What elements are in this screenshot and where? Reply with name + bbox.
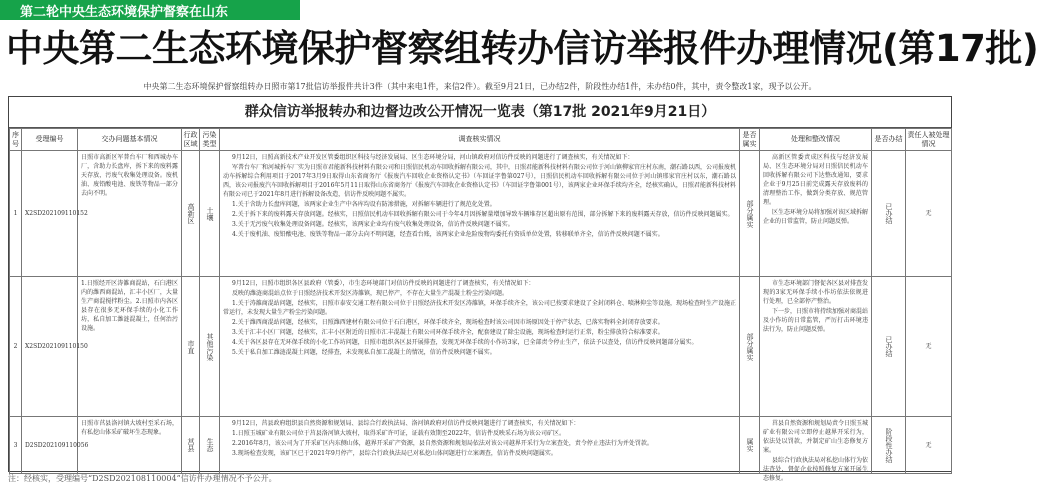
- cell-district: [182, 277, 200, 417]
- cell-accountability: 无: [906, 417, 952, 474]
- investigation-paragraph: 2.关于潍西商混站问题，经核实，日照潍西建材有限公司位于石臼港区，环保手续齐全，现场检查时该公司因市场原因处于停产状态，已落实物料全封闭存放要求。: [232, 319, 664, 326]
- cell-verified: [740, 417, 760, 474]
- investigation-paragraph: 9月12日，莒县政府组织县自然资源和规划局、县综合行政执法局、洛河镇政府对信访件反映问题进行了调查核实，有关情况如下：: [232, 420, 580, 427]
- cell-closed-text: 已办结: [885, 203, 893, 224]
- cell-district-text: 莒县: [187, 438, 195, 452]
- column-banner-text: 第二轮中央生态环境保护督察在山东: [20, 5, 229, 20]
- column-banner: [0, 0, 300, 20]
- header-no: 序号: [10, 129, 22, 151]
- header-id: 受理编号: [22, 129, 78, 151]
- headline: 中央第二生态环境保护督察组转办信访举报件办理情况(第17批): [6, 27, 1038, 70]
- handling-paragraph: 下一步，日照市将持续加强对商混站及小作坊的日常监管，严厉打击环境违法行为，防止问题反弹。: [763, 308, 869, 333]
- handling-paragraph: 莒县自然资源和规划局责令日照玉城矿业有限公司立即停止越界开采行为，依法处以罚款，并制定矿山生态修复方案。: [763, 420, 869, 454]
- cell-verified-text: 部分属实: [746, 199, 754, 228]
- investigation-paragraph: 3.关于汇丰小区厂问题，经核实，汇丰小区附近的日照市汇丰混凝土有限公司环保手续齐全，配套建设了除尘设施，现场检查时运行正常，粉尘排放符合标准要求。: [232, 329, 664, 336]
- footnote: 注：经核实，受理编号“D2SD202108110004”信访件办理情况不予公开。: [8, 474, 277, 483]
- cell-district-text: 高新区: [187, 203, 195, 224]
- handling-paragraph: 高新区管委责成区科技与经济发展局、区生态环境分局对日照信民机动车回收拆解有限公司下达整改通知，要求企业于9月25日前完成露天存放废料的清理整治工作，做到分类存放、规范管理。: [763, 154, 868, 206]
- cell-accountability: 无: [906, 277, 952, 417]
- investigation-paragraph: 5.关于私自加工潍涟混凝土问题，经排查，未发现私自加工混凝土的情况，信访件反映问题不属实。: [232, 349, 496, 356]
- cell-no: 1: [10, 151, 22, 277]
- cell-verified-text: 部分属实: [746, 332, 754, 361]
- cell-type-text: 生态: [206, 438, 214, 452]
- cell-type: [200, 417, 220, 474]
- cell-investigation: [220, 277, 740, 417]
- cell-type-text: 其他污染: [206, 332, 214, 361]
- investigation-paragraph: 军普台车厂和河城拆车厂实为日照市君能新科技材料有限公司和日照信民机动车回收拆解有限公司，其中，日照君能新科技材料有限公司位于河山镇柳家官庄村东南，潮石路以西，公司报废机动车拆解综合利用项目于2017年3月9日取得山东省商务厅《报废汽车回收企业资格认定书》（车回证字鲁第027号），日照信民机动车回收拆解有限公司位于河山镇邢家官庄村以东，潮石路以西，该公司报废汽车回收拆解项目于2016年5月11日取得山东省商务厅《报废汽车回收企业资格认定书》（车回证字鲁第001号），该两家企业环保手续均齐全，经核实确认，日照君能新科技材料有限公司已于2021年8月进行拆解设备改造，信访件反映问题不属实。: [223, 164, 737, 198]
- investigation-paragraph: 2.2016年8月，该公司为了开采矿区内东侧山体，越界开采矿产资源，县自然资源和规划局依法对该公司越界开采行为立案查处，责令停止违法行为并处罚款。: [232, 440, 653, 447]
- cell-problem-text: 日照市高新区军普台车厂和西城办车厂，含助力长盘库，拆下来的废料露天存放，污废气收集处理设备。废机油、废铅酸电池、废铁等物品一部分去向不明。: [81, 154, 178, 197]
- investigation-paragraph: 9月12日，日照市组织各区县政府（管委），市生态环境部门对信访件反映的问题进行了调查核实，有关情况如下：: [232, 280, 535, 287]
- cell-id: X2SD202109110152: [22, 151, 78, 277]
- cell-closed-text: 阶段性办结: [885, 427, 893, 463]
- cell-closed: [872, 277, 906, 417]
- table-row: [10, 417, 952, 474]
- cell-problem: [78, 277, 182, 417]
- cell-problem-text: 1.日照经开区涛雒商混站，石臼港区内的潍西商混站，汇丰小区厂，大量生产商混搅拌粉尘。2.日照市内各区县存在很多无环保手续的小化工作坊，私自加工潍涟混凝土，任何治污设施。: [81, 280, 178, 332]
- cell-accountability: 无: [906, 151, 952, 277]
- cell-problem: [78, 417, 182, 474]
- header-district: 行政区域: [182, 129, 200, 151]
- investigation-paragraph: 2.关于拆下来的废料露天存放问题。经核实，日照信民机动车回收拆解有限公司于今年4月因拆解量增加导致车辆堆存区超出原有范围，部分拆解下来的废料露天存放，信访件反映问题属实。: [232, 211, 734, 218]
- header-handling: 处理和整改情况: [760, 129, 872, 151]
- cell-district: [182, 417, 200, 474]
- cell-verified-text: 属实: [746, 438, 754, 452]
- investigation-paragraph: 9月12日，日照高新技术产业开发区管委组织区科技与经济发展局、区生态环境分局，河山镇政府对信访件反映的问题进行了调查核实，有关情况如下：: [232, 154, 634, 161]
- cell-investigation: [220, 417, 740, 474]
- cell-id: D2SD202109110056: [22, 417, 78, 474]
- cell-investigation: [220, 151, 740, 277]
- cell-type-text: 土壤: [206, 206, 214, 221]
- handling-paragraph: 县综合行政执法局对私挖山体行为依法查处，督促企业按照修复方案开展生态修复。: [763, 457, 869, 482]
- cell-handling: [760, 417, 872, 482]
- cell-closed-text: 已办结: [885, 336, 893, 357]
- table-title: 群众信访举报转办和边督边改公开情况一览表（第17批 2021年9月21日）: [9, 97, 951, 128]
- investigation-paragraph: 1.关于含助力长盘库问题，该两家企业生产中各库均设有防渗措施，对拆解车辆进行了规范化处置。: [232, 201, 496, 208]
- header-problem: 交办问题基本情况: [78, 129, 182, 151]
- cell-verified: [740, 151, 760, 277]
- cell-type: [200, 277, 220, 417]
- header-closed: 是否办结: [872, 129, 906, 151]
- handling-paragraph: 区生态环境分局将加强对该区域拆解企业的日常监管，防止问题反弹。: [763, 209, 869, 225]
- cell-no: 3: [10, 417, 22, 474]
- cell-id: X2SD202109110150: [22, 277, 78, 417]
- table-row: [10, 277, 952, 417]
- investigation-paragraph: 4.关于废机油、废铅酸电池、废铁等物品一部分去向不明问题，经查看台账，该两家企业危险废物均委托有资质单位处置，转移联单齐全，信访件反映问题不属实。: [232, 231, 664, 238]
- table-row: [10, 151, 952, 277]
- handling-paragraph: 市生态环境部门督促各区县对排查发现的3家无环保手续小作坊依法依规进行处理，已全部停产整治。: [763, 280, 869, 305]
- cell-closed: [872, 417, 906, 474]
- cell-type: [200, 151, 220, 277]
- investigation-paragraph: 4.关于各区县存在无环保手续的小化工作坊问题，日照市组织各区县开展排查，发现无环保手续的小作坊3家，已全部责令停止生产，依法予以查处，信访件反映问题部分属实。: [232, 339, 698, 346]
- investigation-paragraph: 反映的潍涟商混站点位于日照经济技术开发区涛雒镇，现已停产，不存在大量生产混凝土粉尘污染问题。: [232, 290, 509, 297]
- investigation-paragraph: 1.关于涛雒商混站问题，经核实，日照市泰安交通工程有限公司位于日照经济技术开发区涛雒镇，环保手续齐全，该公司已按要求建设了全封闭料仓、喷淋抑尘等设施，现场检查时生产设施正常运行，未发现大量生产粉尘污染问题。: [223, 300, 736, 316]
- cell-verified: [740, 277, 760, 417]
- header-investigation: 调查核实情况: [220, 129, 740, 151]
- cell-handling: [760, 151, 872, 277]
- cell-district-text: 市直: [187, 339, 195, 354]
- investigation-paragraph: 3.关于无污废气收集处理设备问题。经核实，该两家企业均有废气收集处理设备，信访件反映问题不属实。: [232, 221, 514, 228]
- header-accountability: 责任人被处理情况: [906, 129, 952, 151]
- cell-problem-text: 日照市莒县洛河镇大坡村至采石场，有私挖山体采矿破坏生态现象。: [81, 420, 178, 436]
- table-header-row: [10, 129, 952, 151]
- investigation-paragraph: 1.日照玉城矿业有限公司位于莒县洛河镇大坡村，取得采矿许可证，证载有效期至2022年，信访件反映采石场为该公司矿区。: [232, 430, 565, 437]
- cell-handling: [760, 277, 872, 417]
- lead-paragraph: 中央第二生态环境保护督察组转办日照市第17批信访举报件共计3件（其中来电1件，来信2件）。截至9月21日，已办结2件，阶段性办结1件，未办结0件，其中，责令整改1家，现予以公开。: [143, 82, 817, 91]
- cell-closed: [872, 151, 906, 277]
- header-verified: 是否属实: [740, 129, 760, 151]
- investigation-paragraph: 3.现场检查发现，该矿区已于2021年9月停产，县综合行政执法局已对私挖山体问题进行立案调查，信访件反映问题属实。: [232, 450, 557, 457]
- cell-problem: [78, 151, 182, 277]
- cell-no: 2: [10, 277, 22, 417]
- cell-district: [182, 151, 200, 277]
- header-type: 污染类型: [200, 129, 220, 151]
